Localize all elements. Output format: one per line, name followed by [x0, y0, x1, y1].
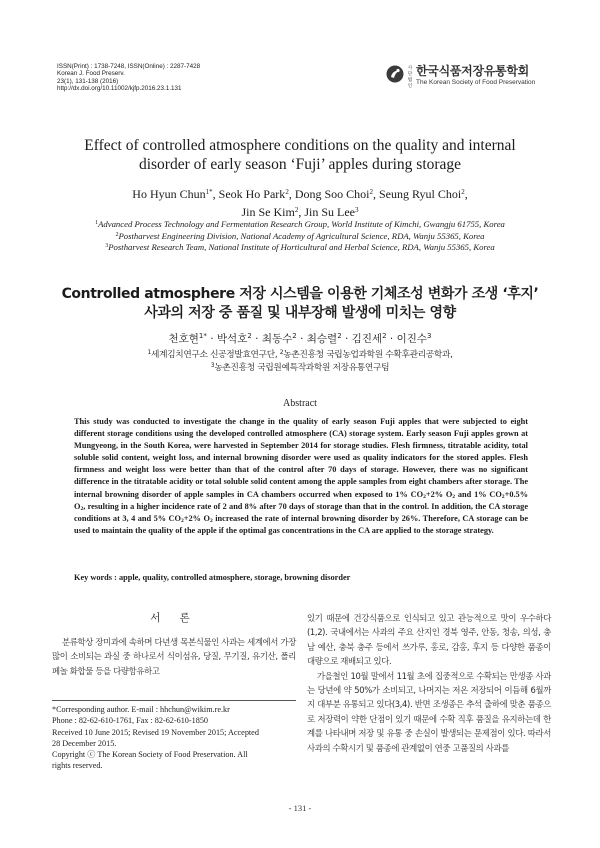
affiliation-ko-text: 농촌진흥청 국립농업과학원 수확후관리공학과, [283, 350, 453, 360]
intro-paragraph: 있기 때문에 건강식품으로 인식되고 있고 관능적으로 맛이 우수하다(1,2). 국내에서는 사과의 주요 산지인 경북 영주, 안동, 청송, 의성, 충남 예산, 충북 충주 등에서 쓰가루, 홍로, 감홍, 후지 등 다양한 품종이 대량으로 재배되고 있다. [307, 613, 551, 667]
accepted-date: 28 December 2015. [52, 738, 117, 748]
subscript: 2 [423, 493, 426, 500]
keywords [74, 572, 528, 584]
affiliation-line [40, 231, 560, 243]
author-affil-mark: 2 [337, 332, 342, 340]
author-affil-mark: 2 [369, 188, 373, 196]
author-name-ko: 김진세 [351, 333, 383, 345]
society-logo-icon [386, 65, 404, 83]
abstract-text: This study was conducted to investigate the change in the quality of early season Fuji apples that were subjected to eight different storage conditions using the developed controlled atmosphere (CA) storage system. Early season Fuji apples grown at Mungyeong, in the South Korea, were harvested in September 2014 for storage studies. Flesh firmness, titratable acidity, total soluble solid content, weight loss, and internal browning disorder were used as quality indicators for the stored apples. Flesh firmness and weight loss were better than that of the control after 70 days of storage. However, there was no significant difference in the titratable acidity or total soluble solid content among the apple samples from eight chambers after storage. The internal browning disorder of apple samples in CA chambers occurred when exposed to 1% CO [74, 417, 528, 499]
abstract-text: +0.5% O [74, 489, 528, 511]
author-list-english [40, 185, 560, 221]
author-separator: · [251, 333, 262, 345]
abstract-text: +2% O [425, 489, 453, 499]
author-name-ko: 이진수 [396, 333, 428, 345]
intro-right-column [307, 611, 551, 755]
society-header [386, 64, 566, 94]
author-name: Seung Ryul Choi [379, 187, 462, 201]
author-separator: · [296, 333, 307, 345]
affiliation-line [40, 219, 560, 231]
subscript: 2 [501, 493, 505, 500]
affiliation-mark: 1 [95, 220, 99, 226]
journal-name-line: Korean J. Food Preserv. [57, 70, 125, 78]
affiliation-mark: 2 [115, 231, 119, 238]
author-separator: , [298, 205, 305, 219]
affiliation-mark: 1 [147, 349, 151, 356]
society-name-korean: 한국식품저장유통학회 [416, 64, 529, 78]
article-title-korean [40, 285, 560, 323]
abstract-body [74, 416, 528, 537]
affiliations-english [40, 219, 560, 254]
author-affil-mark: 2 [461, 188, 465, 196]
abstract-text: , resulting in a higher incidence rate of 2 and 8% after 70 days of storage than that in the control. In addition, the CA storage conditions at 3, 4 and 5% CO [74, 501, 528, 523]
subscript: 2 [452, 493, 456, 500]
volume-line: 23(1), 131-138 (2016) [57, 77, 119, 85]
author-affil-mark: 2 [247, 332, 252, 340]
affiliation-mark: 3 [210, 362, 215, 369]
affiliations-korean [40, 349, 560, 375]
intro-heading: 서 론 [150, 612, 198, 624]
author-affil-mark: 1* [205, 188, 213, 196]
issn-line: ISSN(Print) : 1738-7248, ISSN(Online) : 2287-7428 [57, 63, 201, 70]
subscript: 2 [80, 505, 84, 512]
keywords-text: : apple, quality, controlled atmosphere, storage, browning disorder [112, 573, 351, 582]
author-name: Jin Se Kim [241, 205, 295, 219]
affiliation-ko-line-1 [40, 349, 560, 362]
article-title-english [40, 136, 560, 174]
author-separator: , [373, 187, 379, 201]
doi-link[interactable]: http://dx.doi.org/10.11002/kjfp.2016.23.1.131 [57, 85, 182, 93]
author-affil-mark: 2 [382, 332, 387, 340]
subscript: 2 [209, 517, 213, 524]
author-name: Ho Hyun Chun [132, 187, 206, 201]
author-affil-mark: 3 [427, 332, 432, 340]
authors-en-line-1 [40, 185, 560, 203]
author-separator: · [206, 333, 217, 345]
subscript: 2 [181, 517, 184, 524]
author-affil-mark: 1* [198, 332, 207, 340]
intro-left-column [52, 635, 296, 678]
corresponding-author: *Corresponding author. E-mail : hhchun@wikim.re.kr [52, 705, 230, 714]
author-separator: · [386, 333, 397, 345]
title-ko-line: Controlled atmosphere 저장 시스템을 이용한 기체조성 변화가 조생 ‘후지’ [61, 286, 539, 302]
affiliation-text: Advanced Process Technology and Fermentation Research Group, World Institute of Kimchi, Gwangju 61755, Korea [98, 219, 505, 229]
abstract-text: increased the rate of internal browning disorder by 26%. Therefore, CA storage can be used to maintain the quality of the apple if the optimal gas concentrations in the CA are applied to the storage strategy. [74, 513, 529, 535]
rights-line: rights reserved. [52, 761, 103, 771]
author-name-ko: 최동수 [261, 333, 293, 345]
author-name: Seok Ho Park [218, 187, 286, 201]
author-name-ko: 최승렬 [306, 333, 338, 345]
author-separator: , [464, 187, 468, 201]
abstract-text: +2% O [183, 513, 210, 523]
abstract-heading: Abstract [283, 398, 317, 409]
author-name-ko: 박석호 [216, 333, 248, 345]
affiliation-mark: 3 [105, 243, 109, 249]
intro-paragraph: 분류학상 장미과에 속하며 다년생 목본식물인 사과는 세계에서 가장 많이 소비되는 과실 중 하나로서 식이섬유, 당질, 무기질, 유기산, 폴리페놀 화합물 등을 다량함유하고 [52, 637, 296, 676]
intro-paragraph: 가을철인 10월 말에서 11월 초에 집중적으로 수확되는 만생종 사과는 당년에 약 50%가 소비되고, 나머지는 저온 저장되어 이듬해 6월까지 대부분 유통되고 있다(3,4). 반면 조생종은 추석 출하에 맞춘 품종으로 저장력이 약한 단점이 있기 때문에 수확 직후 품질을 유지하는데 한계를 나타내며 저장 및 유통 중 손실이 발생되는 문제점이 있다. 따라서 사과의 수확시기 및 품종에 관계없이 연중 고품질의 사과를 [307, 670, 551, 753]
society-corp-label: 사단법인 [407, 66, 413, 89]
author-affil-mark: 2 [285, 188, 289, 196]
affiliation-ko-text: 세계김치연구소 신공정발효연구단, [150, 350, 280, 360]
affiliation-mark: 2 [279, 349, 284, 356]
author-name-ko: 천호현 [168, 333, 199, 345]
author-affil-mark: 2 [294, 206, 299, 214]
author-affil-mark: 2 [292, 332, 297, 340]
title-en-line: Effect of controlled atmosphere conditions on the quality and internal [84, 137, 516, 154]
affiliation-text: Postharvest Engineering Division, National Academy of Agricultural Science, RDA, Wanju 55365, Korea [118, 230, 485, 241]
author-list-korean [40, 332, 560, 346]
title-en-line: disorder of early season ‘Fuji’ apples during storage [138, 156, 462, 173]
copyright-line: Copyright ⓒ The Korean Society of Food Preservation. All [52, 750, 248, 760]
author-name: Dong Soo Choi [294, 187, 370, 201]
keywords-label: Key words [74, 573, 113, 582]
phone-fax: Phone : 82-62-610-1761, Fax : 82-62-610-1850 [52, 716, 209, 726]
received-dates: Received 10 June 2015; Revised 19 November 2015; Accepted [52, 727, 259, 737]
journal-meta [57, 63, 317, 93]
affiliation-text: Postharvest Research Team, National Institute of Horticultural and Herbal Science, RDA, Wanju 55365, Korea [108, 242, 495, 252]
society-name-english: The Korean Society of Food Preservation [416, 79, 536, 86]
affiliation-line [40, 242, 560, 254]
abstract-text: and 1% CO [455, 489, 502, 499]
author-separator: , [288, 187, 295, 201]
author-affil-mark: 3 [355, 206, 359, 214]
author-name: Jin Su Lee [304, 205, 355, 219]
page-number: - 131 - [288, 803, 312, 813]
affiliation-ko-line-2 [40, 362, 560, 375]
affiliation-ko-text: 농촌진흥청 국립원예특작과학원 저장유통연구팀 [214, 363, 390, 373]
title-ko-line: 사과의 저장 중 품질 및 내부장해 발생에 미치는 영향 [144, 305, 456, 321]
correspondence-footnote [52, 704, 296, 772]
author-separator: · [341, 333, 352, 345]
author-separator: , [212, 187, 219, 201]
footnote-divider [52, 700, 296, 701]
